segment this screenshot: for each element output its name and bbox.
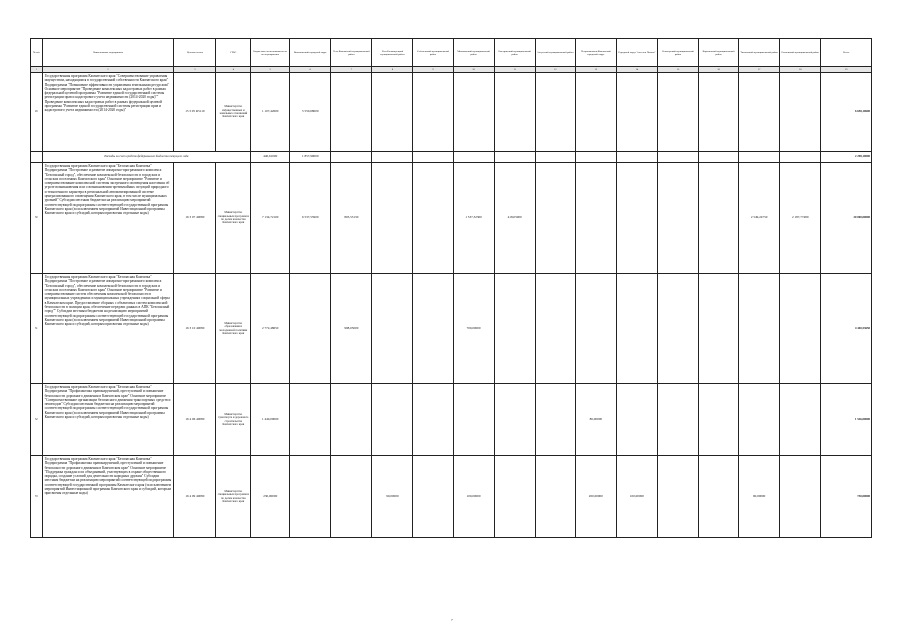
cell-empty xyxy=(290,456,331,538)
agency: Министерство специальных программ и по делам казачества Камчатского края xyxy=(216,163,251,274)
cell-col18: 2 187,77480 xyxy=(780,163,821,274)
cell-empty xyxy=(575,274,616,384)
column-number: 3 xyxy=(174,67,216,73)
cell-empty xyxy=(331,152,372,163)
cell-empty xyxy=(780,456,821,538)
table-row-subtotal xyxy=(31,152,872,163)
cell-col11: 418,05900 xyxy=(494,163,535,274)
column-number: 9 xyxy=(413,67,453,73)
cell-empty xyxy=(494,456,535,538)
cell-empty xyxy=(616,274,657,384)
cell-empty xyxy=(413,163,453,274)
column-number: 16 xyxy=(699,67,739,73)
cell-empty xyxy=(290,274,331,384)
cell-empty xyxy=(575,73,616,152)
target-code: 15 3 05 R5110 xyxy=(174,73,216,152)
col-header: Городской округ "поселок Палана" xyxy=(616,39,657,67)
agency: Министерство транспорта и дорожного строительства Камчатского края xyxy=(216,384,251,456)
cell-empty xyxy=(331,73,372,152)
cell-empty xyxy=(699,274,739,384)
cell-total-allocation: 230,00000 xyxy=(251,456,290,538)
cell-empty xyxy=(657,274,698,384)
cell-empty xyxy=(453,384,494,456)
col-header: ГРБС xyxy=(216,39,251,67)
column-number: 1 xyxy=(31,67,43,73)
cell-total-allocation: 440,61000 xyxy=(251,152,290,163)
row-number: 29 xyxy=(31,73,43,152)
cell-empty xyxy=(413,73,453,152)
column-number: 17 xyxy=(739,67,780,73)
cell-empty xyxy=(616,163,657,274)
table-row-31 xyxy=(31,274,872,384)
cell-empty xyxy=(535,456,575,538)
cell-empty xyxy=(413,152,453,163)
column-number: 14 xyxy=(616,67,657,73)
cell-col8: 90,00000 xyxy=(372,456,413,538)
cell-empty xyxy=(699,163,739,274)
col-header: Алеутский муниципальный район xyxy=(535,39,575,67)
col-header: Тигильский муниципальный район xyxy=(739,39,780,67)
column-number: 6 xyxy=(290,67,331,73)
cell-empty xyxy=(739,152,780,163)
cell-empty xyxy=(739,274,780,384)
header-row xyxy=(31,39,872,67)
cell-col7: 998,05000 xyxy=(331,274,372,384)
cell-col6: 6 537,55900 xyxy=(290,163,331,274)
col-header: Карагинский муниципальный район xyxy=(699,39,739,67)
cell-empty xyxy=(739,384,780,456)
column-number: 8 xyxy=(372,67,413,73)
column-number: 11 xyxy=(494,67,535,73)
col-header: Всего xyxy=(821,39,872,67)
cell-empty xyxy=(494,274,535,384)
cell-row-total: 2 298,10000 xyxy=(821,152,872,163)
cell-empty xyxy=(616,384,657,456)
cell-col10: 100,00000 xyxy=(453,456,494,538)
cell-row-total: 6 658,10600 xyxy=(821,73,872,152)
table-row-33 xyxy=(31,456,872,538)
col-header: Быстринский муниципальный район xyxy=(494,39,535,67)
cell-col17: 90,00000 xyxy=(739,456,780,538)
col-header: Бюджетные ассигнования всего по мероприятию xyxy=(251,39,290,67)
cell-empty xyxy=(780,152,821,163)
cell-row-total: 20 000,00000 xyxy=(821,163,872,274)
row-number: 33 xyxy=(31,456,43,538)
cell-total-allocation: 1 440,00000 xyxy=(251,384,290,456)
cell-total-allocation: 1 107,42600 xyxy=(251,73,290,152)
cell-empty xyxy=(535,274,575,384)
table-row-29 xyxy=(31,73,872,152)
cell-total-allocation: 2 772,48650 xyxy=(251,274,290,384)
cell-empty xyxy=(616,152,657,163)
column-number: 15 xyxy=(657,67,698,73)
row-number: 32 xyxy=(31,384,43,456)
table-row-32 xyxy=(31,384,872,456)
cell-col7: 803,53130 xyxy=(331,163,372,274)
row-description: Государственная программа Камчатского края "Безопасная Камчатка" Подпрограмма "Построение и развитие аппаратно-программного комплекса "Безопасный город", обеспечение комплексной безопасности в городских и сельских поселениях Камчатского края" Основное мероприятие "Развитие и совершенствование систем обеспечения комплексной безопасности в муниципальных учреждениях и муниципальных учреждениях социальной сферы в Камчатском крае. Предоставление сборных с объектовых систем комплексной безопасности в полиции края, обеспечение передачи данных в АПК "Безопасный город"" Субсидии местным бюджетам на реализацию мероприятий соответствующей подпрограммы соответствующей государственной программы Камчатского края (за исключением мероприятий Инвестиционной программы Камчатского края и субсидий, которым присвоены отдельные коды) xyxy=(42,274,174,384)
col-header: Усть-Большерецкий муниципальный район xyxy=(372,39,413,67)
agency: Министерство имущественных и земельных отношений Камчатского края xyxy=(216,73,251,152)
target-code: 16 3 10 40080 xyxy=(174,274,216,384)
cell-empty xyxy=(699,73,739,152)
cell-empty xyxy=(575,152,616,163)
row-number: 31 xyxy=(31,274,43,384)
cell-empty xyxy=(372,384,413,456)
cell-empty xyxy=(494,384,535,456)
subtotal-label: Расходы за счет средств федерального бюджета текущего года xyxy=(42,152,251,163)
cell-total-allocation: 7 134,72100 xyxy=(251,163,290,274)
col-header: Петропавловск-Камчатский городской округ xyxy=(575,39,616,67)
col-header: Наименование мероприятия xyxy=(42,39,174,67)
cell-empty xyxy=(372,73,413,152)
col-header: Усть-Камчатский муниципальный район xyxy=(331,39,372,67)
cell-empty xyxy=(780,384,821,456)
cell-empty xyxy=(699,384,739,456)
cell-row-total: 1 526,00000 xyxy=(821,384,872,456)
cell-empty xyxy=(413,384,453,456)
budget-table-sheet xyxy=(30,38,872,566)
cell-empty xyxy=(657,163,698,274)
cell-empty xyxy=(494,152,535,163)
cell-empty xyxy=(535,163,575,274)
col-header: Мильковский муниципальный район xyxy=(453,39,494,67)
cell-empty xyxy=(331,384,372,456)
cell-empty xyxy=(780,274,821,384)
cell-empty xyxy=(372,163,413,274)
cell-empty xyxy=(494,73,535,152)
cell-empty xyxy=(699,152,739,163)
cell-empty xyxy=(535,152,575,163)
agency: Министерство специальных программ и по делам казачества Камчатского края xyxy=(216,456,251,538)
cell-empty xyxy=(413,274,453,384)
cell-row-total: 730,00000 xyxy=(821,456,872,538)
row-description: Государственная программа Камчатского края "Совершенствование управления имуществом, находящимся в государственной собственности Камчатского края" Подпрограмма "Повышение эффективности управления земельными ресурсами" Основное мероприятие "Проведение комплексных кадастровых работ в рамках федеральной целевой программы "Развитие единой государственной системы регистрации прав и кадастрового учета недвижимости (2014-2020 годы)"" Проведение комплексных кадастровых работ в рамках федеральной целевой программы "Развитие единой государственной системы регистрации прав и кадастрового учета недвижимости (2014-2020 годы)" xyxy=(42,73,174,152)
cell-empty xyxy=(453,73,494,152)
column-number: 4 xyxy=(216,67,251,73)
table-row-30 xyxy=(31,163,872,274)
column-number: 5 xyxy=(251,67,290,73)
cell-empty xyxy=(616,73,657,152)
budget-table xyxy=(30,38,872,538)
col-header: Соболевский муниципальный район xyxy=(413,39,453,67)
column-number: 12 xyxy=(535,67,575,73)
agency: Министерство образования и молодежной политики Камчатского края xyxy=(216,274,251,384)
cell-empty xyxy=(780,73,821,152)
cell-empty xyxy=(535,384,575,456)
cell-empty xyxy=(31,152,43,163)
cell-empty xyxy=(739,73,780,152)
target-code: 16 4 06 40080 xyxy=(174,384,216,456)
col-header: Вилючинский городской округ xyxy=(290,39,331,67)
cell-empty xyxy=(372,152,413,163)
cell-row-total: 4 440,53650 xyxy=(821,274,872,384)
column-number: 19 xyxy=(821,67,872,73)
column-number: 7 xyxy=(331,67,372,73)
cell-empty xyxy=(699,456,739,538)
row-description: Государственная программа Камчатского края "Безопасная Камчатка" Подпрограмма "Профилактика правонарушений, преступлений и повышение безопасности дорожного движения в Камчатском крае" Основное мероприятие "Совершенствование организации безопасного движения транспортных средств и пешеходов" Субсидии местным бюджетам на реализацию мероприятий соответствующей подпрограммы соответствующей государственной программы Камчатского края (за исключением мероприятий Инвестиционной программы Камчатского края и субсидий, которым присвоены отдельные коды) xyxy=(42,384,174,456)
cell-empty xyxy=(657,384,698,456)
cell-col6: 5 550,68000 xyxy=(290,73,331,152)
cell-empty xyxy=(535,73,575,152)
row-description: Государственная программа Камчатского края "Безопасная Камчатка" Подпрограмма "Построение и развитие аппаратно-программного комплекса "Безопасный город", обеспечение комплексной безопасности в городских и сельских поселениях Камчатского края" Основное мероприятие "Развитие и совершенствование комплексной системы экстренного оповещения населения об угрозе возникновения или о возникновении чрезвычайных ситуаций природного и техногенного характера в региональной автоматизированной системе централизованного оповещения Камчатского края, в том числе муниципальных уровней" Субсидии местным бюджетам на реализацию мероприятий соответствующей подпрограммы соответствующей государственной программы Камчатского края (за исключением мероприятий Инвестиционной программы Камчатского края и субсидий, которым присвоены отдельные коды) xyxy=(42,163,174,274)
target-code: 16 4 09 40080 xyxy=(174,456,216,538)
column-number: 10 xyxy=(453,67,494,73)
cell-empty xyxy=(657,152,698,163)
col-header: № п/п xyxy=(31,39,43,67)
cell-empty xyxy=(453,152,494,163)
column-number: 2 xyxy=(42,67,174,73)
row-number: 30 xyxy=(31,163,43,274)
cell-empty xyxy=(290,384,331,456)
column-number: 13 xyxy=(575,67,616,73)
cell-col6: 1 857,99000 xyxy=(290,152,331,163)
cell-col13: 86,00000 xyxy=(575,384,616,456)
target-code: 16 3 07 40080 xyxy=(174,163,216,274)
page-number: 7 xyxy=(451,618,453,622)
cell-empty xyxy=(657,456,698,538)
cell-empty xyxy=(657,73,698,152)
col-header: Олюторский муниципальный район xyxy=(657,39,698,67)
cell-empty xyxy=(575,163,616,274)
cell-col17: 2 549,24750 xyxy=(739,163,780,274)
cell-col10: 1 537,32300 xyxy=(453,163,494,274)
cell-empty xyxy=(372,274,413,384)
column-number: 18 xyxy=(780,67,821,73)
cell-empty xyxy=(331,456,372,538)
cell-empty xyxy=(413,456,453,538)
col-header: Елизовский муниципальный район xyxy=(780,39,821,67)
cell-col13: 200,00000 xyxy=(575,456,616,538)
cell-col10: 700,00000 xyxy=(453,274,494,384)
cell-col14: 100,00000 xyxy=(616,456,657,538)
row-description: Государственная программа Камчатского края "Безопасная Камчатка" Подпрограмма "Профилактика правонарушений, преступлений и повышение безопасности дорожного движения в Камчатском крае" Основное мероприятие "Поддержка граждан и их объединений, участвующих в охране общественного порядка, создание условий для деятельности народных дружин" Субсидии местным бюджетам на реализацию мероприятий соответствующей подпрограммы соответствующей государственной программы Камчатского края (за исключением мероприятий Инвестиционной программы Камчатского края и субсидий, которым присвоены отдельные коды) xyxy=(42,456,174,538)
col-header: Целевая статья xyxy=(174,39,216,67)
